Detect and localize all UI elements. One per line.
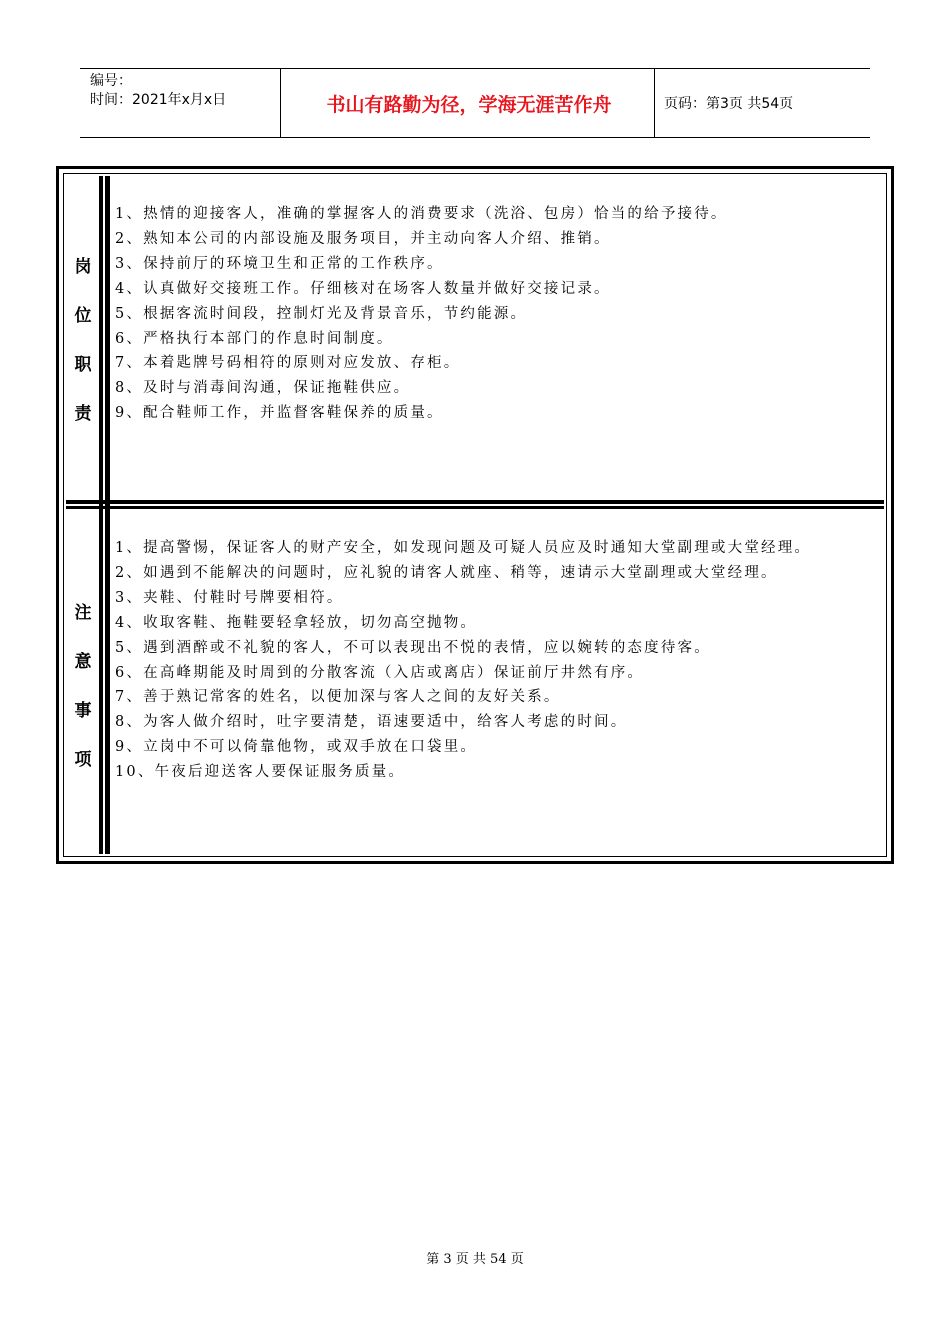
list-item: 6、在高峰期能及时周到的分散客流（入店或离店）保证前厅井然有序。 — [115, 664, 645, 681]
label-char: 项 — [74, 750, 92, 770]
list-item: 9、立岗中不可以倚靠他物，或双手放在口袋里。 — [115, 739, 478, 756]
header-motto: 书山有路勤为径，学海无涯苦作舟 — [326, 93, 612, 116]
label-char: 注 — [74, 603, 92, 623]
list-item: 1、提高警惕，保证客人的财产安全，如发现问题及可疑人员应及时通知大堂副理或大堂经理。 — [115, 540, 812, 556]
list-item: 5、根据客流时间段，控制灯光及背景音乐，节约能源。 — [115, 305, 528, 322]
header-divider — [654, 69, 655, 137]
page-header — [80, 68, 870, 138]
list-item: 3、保持前厅的环境卫生和正常的工作秩序。 — [115, 255, 444, 272]
list-item: 9、配合鞋师工作，并监督客鞋保养的质量。 — [115, 405, 444, 422]
list-item: 2、如遇到不能解决的问题时，应礼貌的请客人就座、稍等，速请示大堂副理或大堂经理。 — [115, 564, 778, 581]
list-item: 2、熟知本公司的内部设施及服务项目，并主动向客人介绍、推销。 — [115, 230, 611, 247]
duties-list — [115, 202, 883, 426]
list-item: 4、认真做好交接班工作。仔细核对在场客人数量并做好交接记录。 — [115, 280, 611, 297]
list-item: 8、为客人做介绍时，吐字要清楚，语速要适中，给客人考虑的时间。 — [115, 714, 628, 731]
list-item: 4、收取客鞋、拖鞋要轻拿轻放，切勿高空抛物。 — [115, 614, 478, 631]
notes-list — [115, 536, 883, 785]
label-char: 责 — [74, 404, 92, 424]
label-char: 事 — [74, 701, 92, 721]
list-item: 6、严格执行本部门的作息时间制度。 — [115, 330, 394, 347]
label-char: 位 — [74, 306, 92, 326]
list-item: 8、及时与消毒间沟通，保证拖鞋供应。 — [115, 380, 411, 397]
list-item: 7、本着匙牌号码相符的原则对应发放、存柜。 — [115, 355, 461, 372]
section-label-duties — [59, 243, 107, 439]
label-char: 意 — [74, 652, 92, 672]
label-char: 职 — [74, 355, 92, 375]
number-label: 编号： — [90, 73, 132, 89]
header-page-info: 页码：第3页 共54页 — [664, 96, 794, 112]
section-label-notes — [59, 589, 107, 785]
page-footer: 第 3 页 共 54 页 — [426, 1252, 524, 1267]
time-label: 时间：2021年x月x日 — [90, 92, 227, 108]
list-item: 3、夹鞋、付鞋时号牌要相符。 — [115, 589, 344, 606]
row-separator — [66, 506, 884, 509]
label-char: 岗 — [74, 257, 92, 277]
row-separator — [66, 500, 884, 504]
header-divider — [280, 69, 281, 137]
duty-table — [56, 166, 894, 864]
list-item: 5、遇到酒醉或不礼貌的客人，不可以表现出不悦的表情，应以婉转的态度待客。 — [115, 639, 711, 656]
list-item: 1、热情的迎接客人，准确的掌握客人的消费要求（洗浴、包房）恰当的给予接待。 — [115, 206, 728, 222]
header-meta — [90, 72, 226, 110]
list-item: 7、善于熟记常客的姓名，以便加深与客人之间的友好关系。 — [115, 689, 561, 706]
list-item: 10、午夜后迎送客人要保证服务质量。 — [115, 764, 406, 781]
